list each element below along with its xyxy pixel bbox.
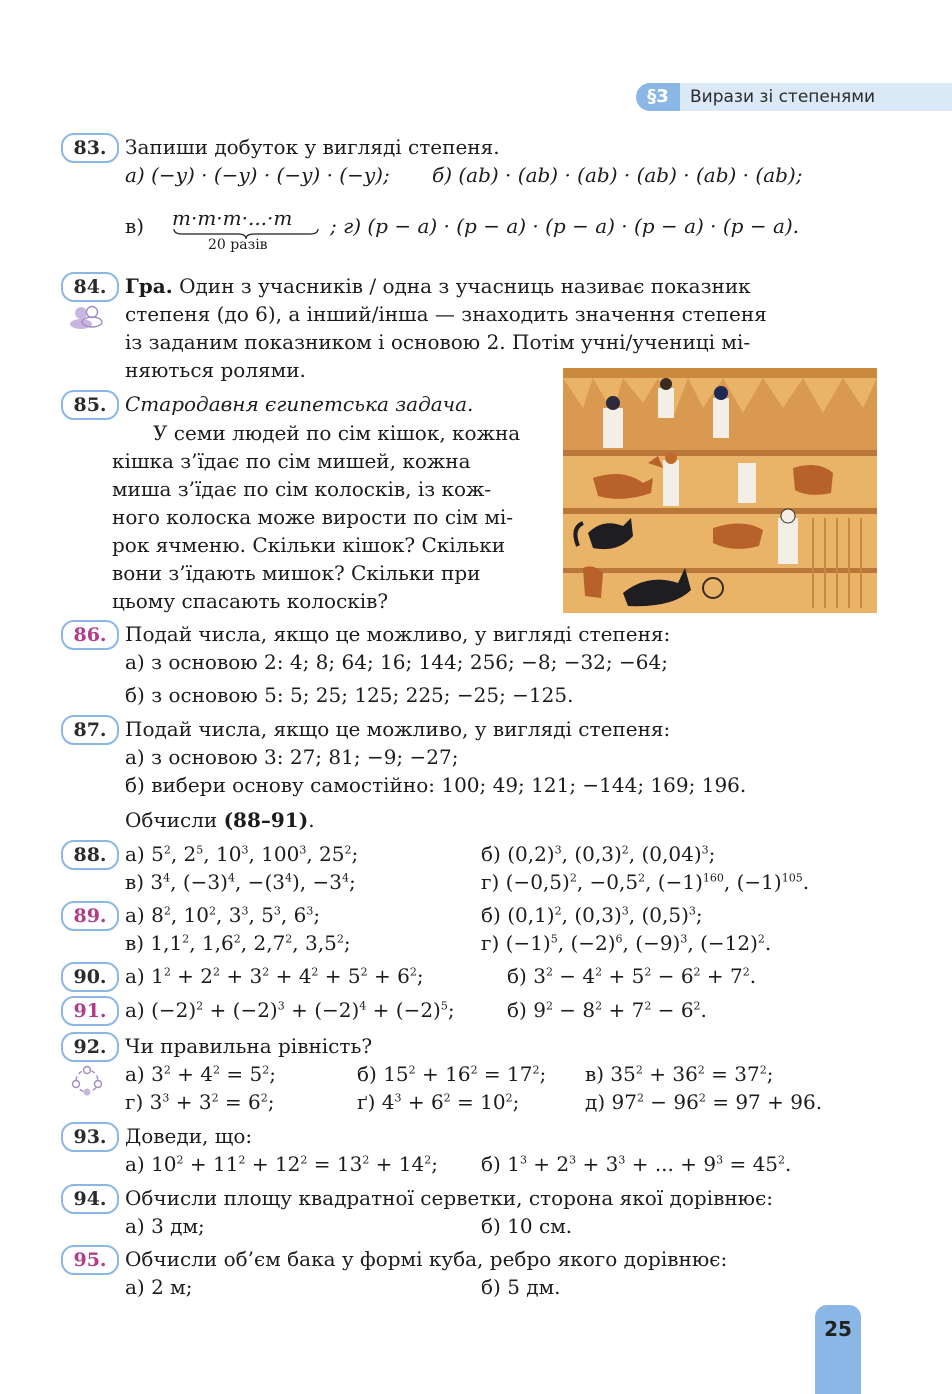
problem-text: степеня (до 6), а інший/інша — знаходить значення степеня bbox=[125, 302, 767, 326]
problem-part-a: а) $(-2)^2 + (-2)^3 + (-2)^4 + (-2)^5$; bbox=[125, 998, 455, 1022]
calc-range: (88–91) bbox=[223, 808, 309, 832]
egyptian-illustration bbox=[563, 368, 877, 613]
problem-text: Чи правильна рівність? bbox=[125, 1034, 373, 1058]
problem-text: Доведи, що: bbox=[125, 1124, 253, 1148]
problem-number: 94. bbox=[61, 1184, 119, 1214]
problem-text: Подай числа, якщо це можливо, у вигляді степеня: bbox=[125, 717, 671, 741]
problem-part-g: г) $(-0,5)^2$, $-0,5^2$, $(-1)^{160}$, $(-1)^{105}$. bbox=[481, 870, 810, 894]
problem-part-a: а) $5^2$, $2^5$, $10^3$, $100^3$, $25^2$; bbox=[125, 842, 359, 866]
problem-part-g: г) $3^3 + 3^2 = 6^2$; bbox=[125, 1090, 275, 1114]
problem-part-b: б) (ab) · (ab) · (ab) · (ab) · (ab) · (ab); bbox=[432, 163, 803, 187]
problem-part-a: а) $1^2 + 2^2 + 3^2 + 4^2 + 5^2 + 6^2$; bbox=[125, 964, 424, 988]
problem-part-b: б) 5 дм. bbox=[481, 1275, 561, 1299]
problem-number: 90. bbox=[61, 962, 119, 992]
problem-part-a: а) 3 дм; bbox=[125, 1214, 205, 1238]
problem-part-v: в) $1,1^2$, $1,6^2$, $2,7^2$, $3,5^2$; bbox=[125, 931, 351, 955]
problem-text: рок ячменю. Скільки кішок? Скільки bbox=[112, 533, 506, 557]
logic-cycle-icon bbox=[70, 1064, 104, 1098]
problem-part-b: б) з основою 5: 5; 25; 125; 225; −25; −125. bbox=[125, 683, 574, 707]
problem-part-a: а) $10^2 + 11^2 + 12^2 = 13^2 + 14^2$; bbox=[125, 1152, 438, 1176]
problem-title: Стародавня єгипетська задача. bbox=[125, 392, 474, 416]
problem-number: 92. bbox=[61, 1032, 119, 1062]
problem-part-d: д) $97^2 - 96^2 = 97 + 96$. bbox=[585, 1090, 823, 1114]
problem-text: ного колоска може вирости по сім мі- bbox=[112, 505, 514, 529]
problem-text: Один з учасників / одна з учасниць називає показник bbox=[172, 274, 751, 298]
problem-part-b: б) $(0,1)^2$, $(0,3)^3$, $(0,5)^3$; bbox=[481, 903, 703, 927]
problem-part-v-label: в) bbox=[125, 214, 145, 238]
problem-number: 88. bbox=[61, 840, 119, 870]
problem-text: Обчисли об’єм бака у формі куба, ребро якого дорівнює: bbox=[125, 1247, 728, 1271]
problem-text: няються ролями. bbox=[125, 358, 306, 382]
problem-text: миша з’їдає по сім колосків, із кож- bbox=[112, 477, 492, 501]
problem-part-b: б) $(0,2)^3$, $(0,3)^2$, $(0,04)^3$; bbox=[481, 842, 716, 866]
calc-text: Обчисли bbox=[125, 808, 224, 832]
problem-part-g2: ґ) $4^3 + 6^2 = 10^2$; bbox=[357, 1090, 520, 1114]
problem-number: 91. bbox=[61, 996, 119, 1026]
underbrace-label: 20 разів bbox=[208, 237, 268, 253]
problem-part-b: б) $9^2 - 8^2 + 7^2 - 6^2$. bbox=[507, 998, 707, 1022]
problem-part-g: г) $(-1)^5$, $(-2)^6$, $(-9)^3$, $(-12)^2$. bbox=[481, 931, 772, 955]
problem-part-v: в) $3^4$, $(-3)^4$, $-(3^4)$, $-3^4$; bbox=[125, 870, 356, 894]
problem-part-b: б) $3^2 - 4^2 + 5^2 - 6^2 + 7^2$. bbox=[507, 964, 757, 988]
problem-part-a: а) $3^2 + 4^2 = 5^2$; bbox=[125, 1062, 276, 1086]
problem-number: 84. bbox=[61, 272, 119, 302]
problem-part-a: а) (−y) · (−y) · (−y) · (−y); bbox=[125, 163, 390, 187]
problem-text: Подай числа, якщо це можливо, у вигляді степеня: bbox=[125, 622, 671, 646]
problem-number: 85. bbox=[61, 390, 119, 420]
problem-number: 95. bbox=[61, 1245, 119, 1275]
problem-number: 89. bbox=[61, 901, 119, 931]
problem-part-v: в) $35^2 + 36^2 = 37^2$; bbox=[585, 1062, 774, 1086]
problem-text: Запиши добуток у вигляді степеня. bbox=[125, 135, 500, 159]
problem-text: Обчисли площу квадратної серветки, сторона якої дорівнює: bbox=[125, 1186, 774, 1210]
page-number: 25 bbox=[815, 1305, 861, 1394]
problem-part-a: а) з основою 2: 4; 8; 64; 16; 144; 256; −8; −32; −64; bbox=[125, 650, 668, 674]
group-people-icon bbox=[68, 304, 104, 330]
problem-text: кішка з’їдає по сім мишей, кожна bbox=[112, 449, 471, 473]
problem-part-a: а) 2 м; bbox=[125, 1275, 193, 1299]
section-title: Вирази зі степенями bbox=[690, 87, 876, 107]
brace-expression: m·m·m·...·m bbox=[172, 206, 293, 230]
problem-part-a: а) $8^2$, $10^2$, $3^3$, $5^3$, $6^3$; bbox=[125, 903, 321, 927]
section-badge: §3 bbox=[636, 83, 680, 111]
calc-dot: . bbox=[308, 808, 315, 832]
problem-number: 83. bbox=[61, 133, 119, 163]
problem-part-a: а) з основою 3: 27; 81; −9; −27; bbox=[125, 745, 459, 769]
problem-number: 86. bbox=[61, 620, 119, 650]
problem-text: цьому спасають колосків? bbox=[112, 589, 389, 613]
problem-text: вони з’їдають мишок? Скільки при bbox=[112, 561, 481, 585]
problem-number: 93. bbox=[61, 1122, 119, 1152]
problem-text: У семи людей по сім кішок, кожна bbox=[153, 421, 521, 445]
problem-part-b: б) $15^2 + 16^2 = 17^2$; bbox=[357, 1062, 547, 1086]
calc-instruction bbox=[125, 806, 315, 834]
problem-part-g: ; г) (p − a) · (p − a) · (p − a) · (p − a) · (p − a). bbox=[330, 214, 800, 238]
problem-part-b: б) 10 см. bbox=[481, 1214, 573, 1238]
problem-part-b: б) вибери основу самостійно: 100; 49; 121; −144; 169; 196. bbox=[125, 773, 747, 797]
problem-part-b: б) $1^3 + 2^3 + 3^3$ + ... + $9^3 = 45^2$. bbox=[481, 1152, 792, 1176]
problem-number: 87. bbox=[61, 715, 119, 745]
game-label: Гра. bbox=[125, 274, 173, 298]
problem-text: із заданим показником і основою 2. Потім учні/учениці мі- bbox=[125, 330, 751, 354]
